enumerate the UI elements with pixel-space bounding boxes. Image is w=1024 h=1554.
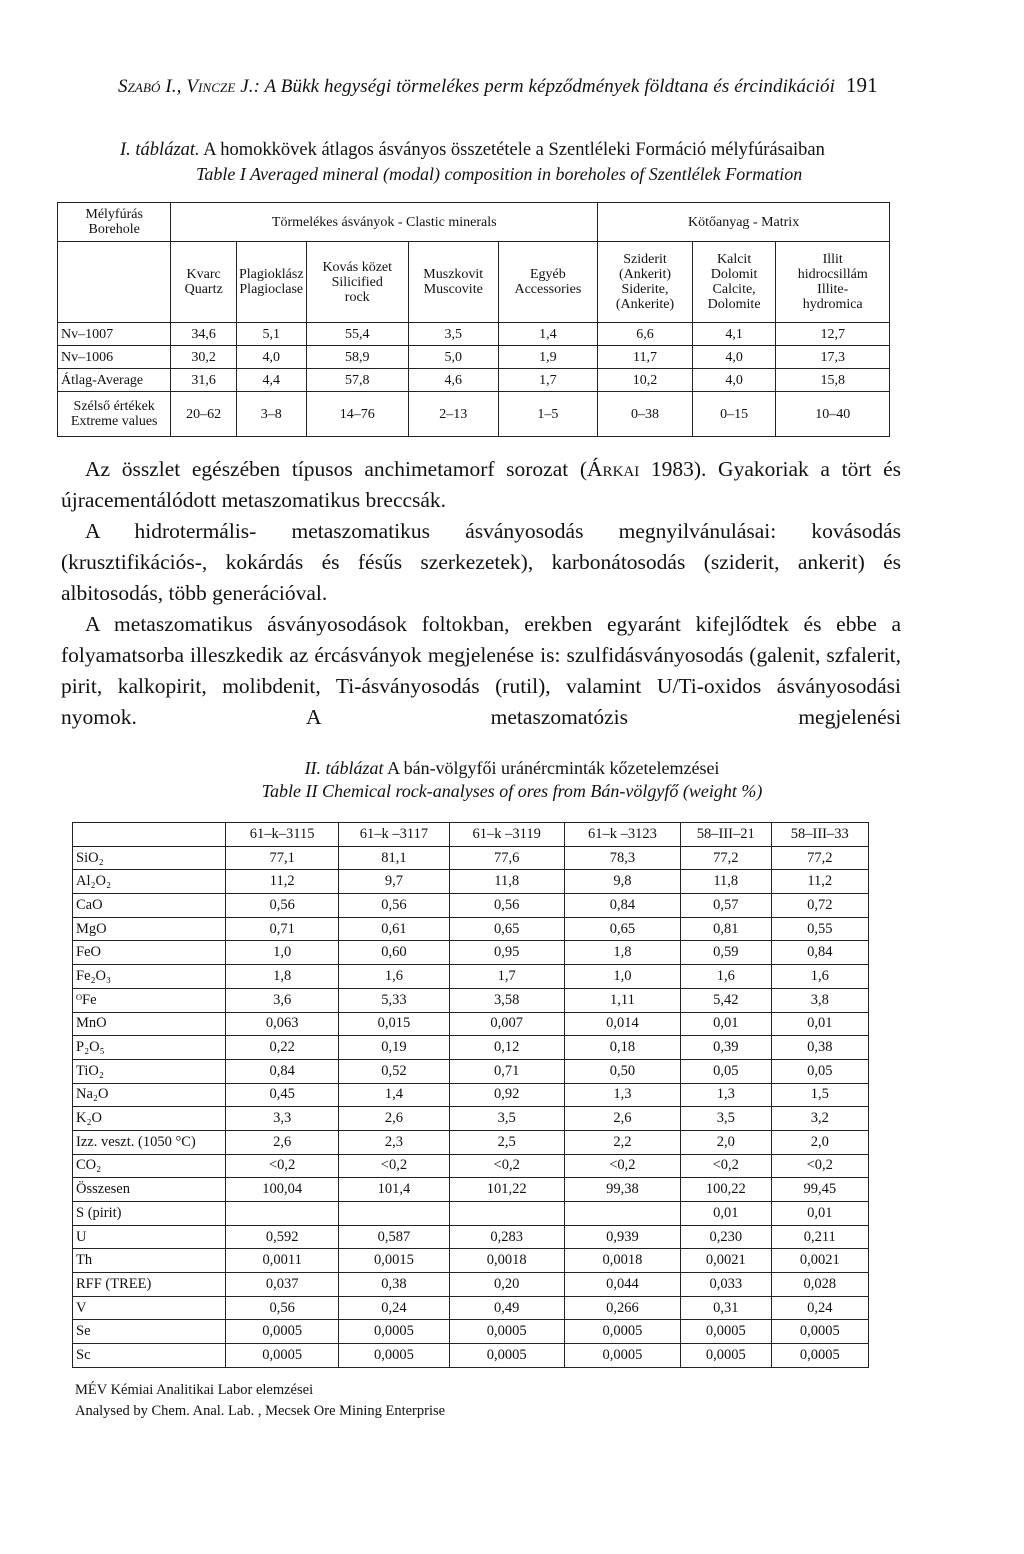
table-cell: 10,2 — [598, 369, 693, 392]
row-label: Nv–1006 — [58, 346, 171, 369]
table-cell: 34,6 — [171, 323, 237, 346]
table-cell: 1,0 — [226, 941, 339, 965]
table-row — [73, 1012, 869, 1036]
table2-column-header: 61–k –3123 — [564, 823, 680, 847]
table-cell: 0,59 — [681, 941, 771, 965]
table-cell: <0,2 — [339, 1154, 449, 1178]
table-cell: <0,2 — [771, 1154, 868, 1178]
table-cell: 1,3 — [681, 1083, 771, 1107]
table1-header-borehole: Mélyfúrás Borehole — [58, 203, 171, 242]
table-cell: 9,8 — [564, 870, 680, 894]
table-cell: 0,22 — [226, 1036, 339, 1060]
table-cell: 0,939 — [564, 1225, 680, 1249]
row-label: Összesen — [73, 1178, 226, 1202]
table-cell: 0,24 — [339, 1296, 449, 1320]
table-cell: 1,7 — [498, 369, 598, 392]
table2-note-hu: MÉV Kémiai Analitikai Labor elemzései — [75, 1382, 314, 1398]
table-cell: 0,65 — [449, 917, 564, 941]
table-cell: 3,58 — [449, 988, 564, 1012]
table-cell: 1,3 — [564, 1083, 680, 1107]
table-cell: 2–13 — [408, 392, 498, 437]
table-cell: 0,45 — [226, 1083, 339, 1107]
table1-header-quartz: Kvarc Quartz — [171, 242, 237, 323]
table-row — [73, 1107, 869, 1131]
table-row — [73, 870, 869, 894]
table-cell: 5,0 — [408, 346, 498, 369]
table-cell: 0,0021 — [771, 1249, 868, 1273]
table-cell: 0,24 — [771, 1296, 868, 1320]
table-row — [73, 1083, 869, 1107]
table-cell: 0,592 — [226, 1225, 339, 1249]
table-cell: 100,22 — [681, 1178, 771, 1202]
table-cell: 77,2 — [681, 846, 771, 870]
table-cell: 17,3 — [776, 346, 890, 369]
table-cell: 0,0005 — [771, 1344, 868, 1368]
table-cell: 77,1 — [226, 846, 339, 870]
table-cell: 0,211 — [771, 1225, 868, 1249]
table-cell: 0,71 — [449, 1059, 564, 1083]
table-cell: 0,39 — [681, 1036, 771, 1060]
table-cell: 30,2 — [171, 346, 237, 369]
table-cell: 0,0015 — [339, 1249, 449, 1273]
table-cell: 0,05 — [771, 1059, 868, 1083]
table-cell: 0,007 — [449, 1012, 564, 1036]
author-2: Vincze — [186, 76, 236, 97]
table-cell: 1,8 — [564, 941, 680, 965]
row-label: Izz. veszt. (1050 °C) — [73, 1130, 226, 1154]
table-cell: 81,1 — [339, 846, 449, 870]
table2-caption-text: A bán-völgyfői uránércminták kőzetelemzései — [383, 758, 720, 778]
table-cell: 0,266 — [564, 1296, 680, 1320]
table-cell: 20–62 — [171, 392, 237, 437]
table-cell: 4,4 — [237, 369, 307, 392]
table-cell: 0,028 — [771, 1273, 868, 1297]
table-row — [73, 1320, 869, 1344]
paragraph: A metaszomatikus ásványosodások foltokban, erekben egyaránt kifejlődtek és ebbe a folyamatsorba illeszkedik az ércásványok megjelenése is: szulfidásványosodás (galenit, szfalerit, pirit, kalkopirit, molibdenit, Ti-ásványosodás (rutil), valamint U/Ti-oxidos ásványosodási nyomok. A metaszomatózis megjelenési — [61, 612, 901, 729]
table-cell: 2,0 — [681, 1130, 771, 1154]
table-cell: 0,063 — [226, 1012, 339, 1036]
table-cell — [339, 1202, 449, 1226]
table-cell: 11,2 — [226, 870, 339, 894]
table-row — [73, 1154, 869, 1178]
table-cell: 77,2 — [771, 846, 868, 870]
table-row — [73, 1225, 869, 1249]
table-cell: 0,38 — [339, 1273, 449, 1297]
table-cell: 0,05 — [681, 1059, 771, 1083]
table1-header-muscovite: Muszkovit Muscovite — [408, 242, 498, 323]
table-cell: 0,72 — [771, 894, 868, 918]
table-cell: 78,3 — [564, 846, 680, 870]
table1-caption-label: I. táblázat. — [120, 140, 200, 160]
row-label: Se — [73, 1320, 226, 1344]
table1-caption-text: A homokkövek átlagos ásványos összetétele a Szentléleki Formáció mélyfúrásaiban — [199, 140, 825, 160]
table-cell: 0,037 — [226, 1273, 339, 1297]
table-cell: 77,6 — [449, 846, 564, 870]
table-cell: 1,6 — [771, 965, 868, 989]
table-cell: 101,4 — [339, 1178, 449, 1202]
table2-caption-en: Table II Chemical rock-analyses of ores from Bán-völgyfő (weight %) — [261, 781, 763, 801]
table-cell: 2,6 — [564, 1107, 680, 1131]
table1 — [57, 202, 890, 437]
table-cell: 0,0005 — [449, 1344, 564, 1368]
table-cell: 0–15 — [692, 392, 776, 437]
row-label: SiO₂ — [73, 846, 226, 870]
row-label: CO₂ — [73, 1154, 226, 1178]
table-cell: 0,18 — [564, 1036, 680, 1060]
row-label: Átlag-Average — [58, 369, 171, 392]
table2-header-empty — [73, 823, 226, 847]
table1-header-plagioclase: Plagioklász Plagioclase — [237, 242, 307, 323]
table-cell: 4,0 — [692, 369, 776, 392]
row-label: Na₂O — [73, 1083, 226, 1107]
table-cell: 0,0011 — [226, 1249, 339, 1273]
table-cell: 0,55 — [771, 917, 868, 941]
row-label: Th — [73, 1249, 226, 1273]
table-cell: 0,92 — [449, 1083, 564, 1107]
table-cell: 0,0005 — [564, 1320, 680, 1344]
row-label: U — [73, 1225, 226, 1249]
table-cell: 0,0005 — [681, 1344, 771, 1368]
row-label: TiO₂ — [73, 1059, 226, 1083]
table-cell: 2,5 — [449, 1130, 564, 1154]
table-cell: 4,6 — [408, 369, 498, 392]
table1-group-matrix: Kötőanyag - Matrix — [598, 203, 890, 242]
table1-header-siderite: Sziderit (Ankerit) Siderite, (Ankerite) — [598, 242, 693, 323]
table-cell: 1,6 — [339, 965, 449, 989]
table-cell: 0,61 — [339, 917, 449, 941]
table1-group-clastic: Törmelékes ásványok - Clastic minerals — [171, 203, 598, 242]
table-cell: 2,2 — [564, 1130, 680, 1154]
table1-header-empty — [58, 242, 171, 323]
row-label: RFF (TREE) — [73, 1273, 226, 1297]
paragraph: A hidrotermális- metaszomatikus ásványosodás megnyilvánulásai: kovásodás (krusztifikációs-, kokárdás és fésűs szerkezetek), karbonátosodás (sziderit, ankerit) és albitosodás, több generációval. — [61, 519, 901, 605]
table-row — [73, 1202, 869, 1226]
table-cell: 3,6 — [226, 988, 339, 1012]
table-cell: 3,5 — [408, 323, 498, 346]
table-cell: 1,8 — [226, 965, 339, 989]
table-cell: 0,01 — [681, 1202, 771, 1226]
table-cell: 0,52 — [339, 1059, 449, 1083]
row-label: Fe₂O₃ — [73, 965, 226, 989]
running-head — [118, 73, 878, 98]
table-cell: 0,014 — [564, 1012, 680, 1036]
table-row — [73, 1059, 869, 1083]
table-cell: <0,2 — [226, 1154, 339, 1178]
table-cell: 4,0 — [692, 346, 776, 369]
table-cell — [449, 1202, 564, 1226]
row-label: CaO — [73, 894, 226, 918]
table2-caption — [0, 758, 1024, 779]
table1-caption — [120, 140, 825, 161]
article-title: J.: A Bükk hegységi törmelékes perm képződmények földtana és ércindikációi — [235, 76, 836, 97]
table-cell: 0,31 — [681, 1296, 771, 1320]
row-label: S (pirit) — [73, 1202, 226, 1226]
table-row — [73, 1249, 869, 1273]
table-cell: 3,8 — [771, 988, 868, 1012]
table-cell: 3,2 — [771, 1107, 868, 1131]
table-cell: 0,19 — [339, 1036, 449, 1060]
table-cell: 0,0005 — [564, 1344, 680, 1368]
table-cell: 0,20 — [449, 1273, 564, 1297]
table-row — [58, 346, 890, 369]
table1-header-calcite: Kalcit Dolomit Calcite, Dolomite — [692, 242, 776, 323]
table-cell: 3,5 — [681, 1107, 771, 1131]
table-cell: 11,8 — [681, 870, 771, 894]
table-cell: 0,49 — [449, 1296, 564, 1320]
table-cell: 0,50 — [564, 1059, 680, 1083]
table-cell: 0,0005 — [771, 1320, 868, 1344]
table-cell: 0,0021 — [681, 1249, 771, 1273]
table-cell — [226, 1202, 339, 1226]
author-1: Szabó — [118, 76, 161, 97]
row-label: Al₂O₂ — [73, 870, 226, 894]
table-cell: <0,2 — [564, 1154, 680, 1178]
table-cell: 99,45 — [771, 1178, 868, 1202]
table-cell: 5,1 — [237, 323, 307, 346]
row-label: V — [73, 1296, 226, 1320]
table-cell: 2,6 — [339, 1107, 449, 1131]
table-cell: 0–38 — [598, 392, 693, 437]
table-row — [58, 369, 890, 392]
table2 — [72, 822, 869, 1368]
table-cell: 0,01 — [771, 1202, 868, 1226]
table2-column-header: 58–III–33 — [771, 823, 868, 847]
table-cell: 1,4 — [498, 323, 598, 346]
table-cell: 0,56 — [449, 894, 564, 918]
table-cell: <0,2 — [449, 1154, 564, 1178]
table-cell: 101,22 — [449, 1178, 564, 1202]
table2-caption-label: II. táblázat — [304, 758, 384, 778]
table-cell: 3–8 — [237, 392, 307, 437]
table-cell: 0,0005 — [339, 1320, 449, 1344]
table-cell: 0,65 — [564, 917, 680, 941]
table-cell: 0,0005 — [226, 1344, 339, 1368]
table-cell: 0,56 — [226, 1296, 339, 1320]
table-cell: 0,0005 — [681, 1320, 771, 1344]
table-row — [58, 323, 890, 346]
table-cell: 0,283 — [449, 1225, 564, 1249]
table-cell: 57,8 — [306, 369, 408, 392]
row-label: K₂O — [73, 1107, 226, 1131]
table-cell: 0,044 — [564, 1273, 680, 1297]
table2-column-header: 61–k–3115 — [226, 823, 339, 847]
table-cell: 55,4 — [306, 323, 408, 346]
table-cell — [564, 1202, 680, 1226]
table-cell: 0,01 — [681, 1012, 771, 1036]
table-cell: 31,6 — [171, 369, 237, 392]
table-cell: 9,7 — [339, 870, 449, 894]
row-label: MgO — [73, 917, 226, 941]
row-label: Sc — [73, 1344, 226, 1368]
table-cell: <0,2 — [681, 1154, 771, 1178]
table-cell: 0,71 — [226, 917, 339, 941]
table-cell: 0,95 — [449, 941, 564, 965]
table-row — [73, 917, 869, 941]
table-cell: 1,5 — [771, 1083, 868, 1107]
table2-note-en: Analysed by Chem. Anal. Lab. , Mecsek Ore Mining Enterprise — [75, 1403, 446, 1419]
table-row — [73, 1296, 869, 1320]
table-cell: 11,8 — [449, 870, 564, 894]
table-cell: 4,0 — [237, 346, 307, 369]
row-label: P₂O₅ — [73, 1036, 226, 1060]
table-row — [73, 1273, 869, 1297]
table-row-extreme — [58, 392, 890, 437]
table-cell: 1,7 — [449, 965, 564, 989]
table-cell: 1,11 — [564, 988, 680, 1012]
table-cell: 15,8 — [776, 369, 890, 392]
table-row — [73, 846, 869, 870]
table-cell: 0,56 — [226, 894, 339, 918]
table-cell: 0,0005 — [449, 1320, 564, 1344]
table-cell: 0,01 — [771, 1012, 868, 1036]
table1-header-accessories: Egyéb Accessories — [498, 242, 598, 323]
table-cell: 3,3 — [226, 1107, 339, 1131]
table-cell: 11,2 — [771, 870, 868, 894]
table-cell: 5,33 — [339, 988, 449, 1012]
row-label: FeO — [73, 941, 226, 965]
table2-column-header: 61–k –3117 — [339, 823, 449, 847]
table1-caption-en: Table I Averaged mineral (modal) composition in boreholes of Szentlélek Formation — [196, 164, 803, 184]
table-cell: 2,6 — [226, 1130, 339, 1154]
table1-header-silicified: Kovás közet Silicified rock — [306, 242, 408, 323]
table-cell: 6,6 — [598, 323, 693, 346]
table-cell: 0,0005 — [226, 1320, 339, 1344]
table-cell: 4,1 — [692, 323, 776, 346]
table-cell: 0,84 — [771, 941, 868, 965]
table-row — [73, 1130, 869, 1154]
table-cell: 0,0018 — [564, 1249, 680, 1273]
row-label: MnO — [73, 1012, 226, 1036]
table-cell: 3,5 — [449, 1107, 564, 1131]
table-cell: 11,7 — [598, 346, 693, 369]
table-cell: 14–76 — [306, 392, 408, 437]
table-cell: 1,0 — [564, 965, 680, 989]
row-label: Nv–1007 — [58, 323, 171, 346]
table1-header-illite: Illit hidrocsillám Illite- hydromica — [776, 242, 890, 323]
paragraph: Az összlet egészében típusos anchimetamorf sorozat (Árkai 1983). Gyakoriak a tört és újracementálódott metaszomatikus breccsák. — [61, 457, 901, 512]
table-row — [73, 988, 869, 1012]
table-row — [73, 941, 869, 965]
table2-header-row — [73, 823, 869, 847]
row-label-extreme: Szélső értékek Extreme values — [58, 392, 171, 437]
table-cell: 0,84 — [564, 894, 680, 918]
table2-column-header: 61–k –3119 — [449, 823, 564, 847]
table-cell: 0,587 — [339, 1225, 449, 1249]
table-cell: 0,57 — [681, 894, 771, 918]
table-cell: 0,38 — [771, 1036, 868, 1060]
table-cell: 2,3 — [339, 1130, 449, 1154]
page-number: 191 — [845, 73, 878, 97]
table-cell: 10–40 — [776, 392, 890, 437]
table-cell: 1,9 — [498, 346, 598, 369]
row-label: ᴼFe — [73, 988, 226, 1012]
author-1-initial: I., — [160, 76, 187, 97]
table-cell: 0,56 — [339, 894, 449, 918]
table-cell: 0,84 — [226, 1059, 339, 1083]
table-cell: 0,12 — [449, 1036, 564, 1060]
table-cell: 0,230 — [681, 1225, 771, 1249]
table-cell: 0,0005 — [339, 1344, 449, 1368]
table-cell: 2,0 — [771, 1130, 868, 1154]
table2-column-header: 58–III–21 — [681, 823, 771, 847]
table-cell: 0,0018 — [449, 1249, 564, 1273]
table-cell: 1–5 — [498, 392, 598, 437]
table-cell: 100,04 — [226, 1178, 339, 1202]
table-row — [73, 965, 869, 989]
body-text — [61, 454, 901, 733]
table-cell: 58,9 — [306, 346, 408, 369]
table-cell: 12,7 — [776, 323, 890, 346]
table-cell: 5,42 — [681, 988, 771, 1012]
table-cell: 1,4 — [339, 1083, 449, 1107]
table-cell: 1,6 — [681, 965, 771, 989]
table-cell: 0,015 — [339, 1012, 449, 1036]
table-cell: 0,60 — [339, 941, 449, 965]
table-cell: 0,81 — [681, 917, 771, 941]
table-row — [73, 1344, 869, 1368]
table-cell: 99,38 — [564, 1178, 680, 1202]
table-cell: 0,033 — [681, 1273, 771, 1297]
table-row — [73, 1036, 869, 1060]
table-row — [73, 894, 869, 918]
table-row — [73, 1178, 869, 1202]
